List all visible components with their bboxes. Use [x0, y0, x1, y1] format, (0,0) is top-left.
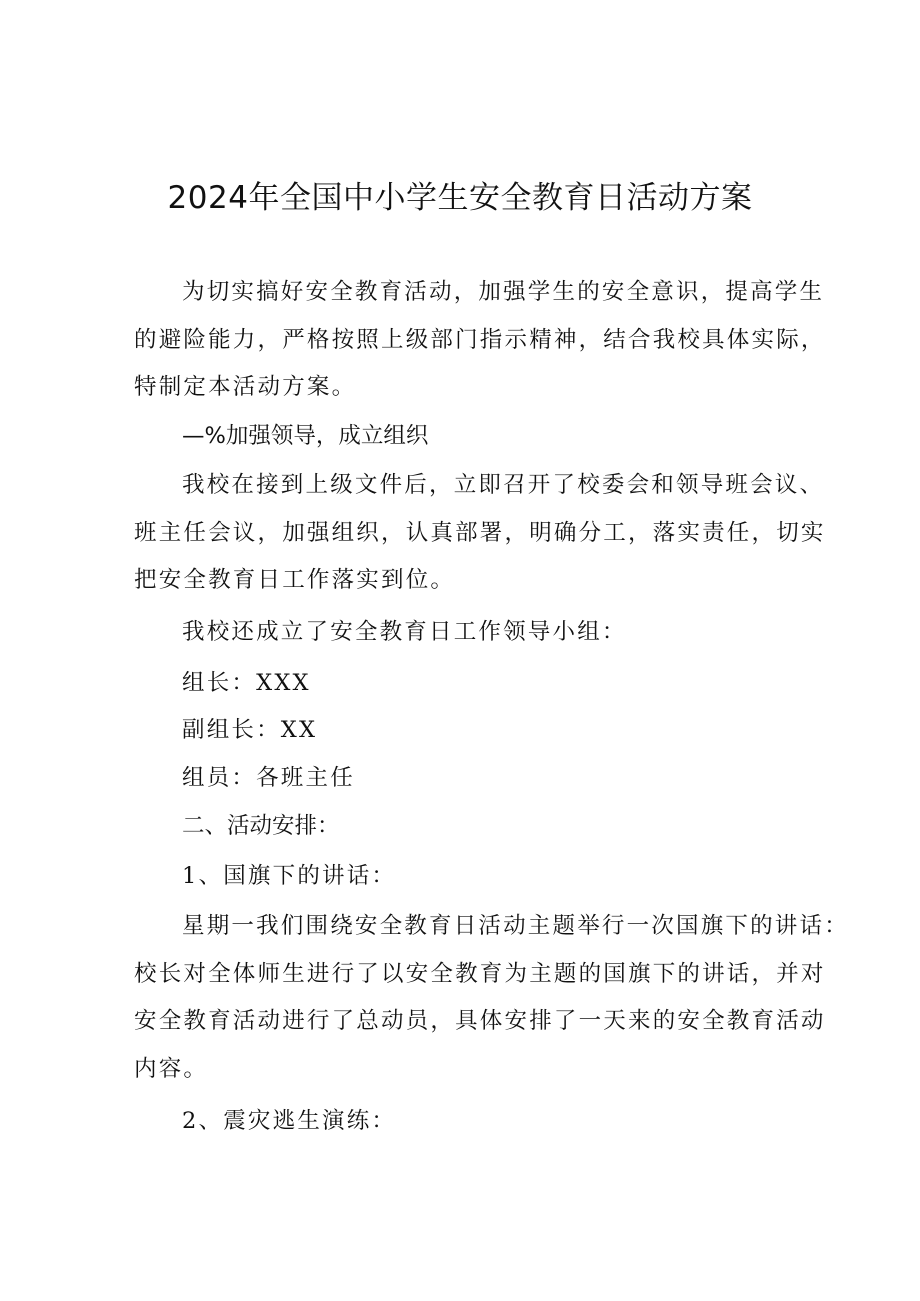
intro-paragraph — [134, 269, 826, 412]
leader-line: 组长：XXX — [182, 670, 311, 696]
deputy-leader-line: 副组长：XX — [182, 717, 318, 743]
paragraph-line: 为切实搞好安全教育活动，加强学生的安全意识，提高学生 — [182, 279, 825, 305]
paragraph-line: 特制定本活动方案。 — [134, 374, 357, 400]
paragraph-line: 安全教育活动进行了总动员，具体安排了一天来的安全教育活动 — [134, 1008, 826, 1034]
members-line: 组员：各班主任 — [182, 765, 355, 791]
item1-paragraph — [134, 903, 849, 1093]
item1-heading: 1、国旗下的讲话： — [182, 863, 397, 889]
leadership-intro: 我校还成立了安全教育日工作领导小组： — [182, 619, 627, 645]
section1-paragraph — [134, 462, 826, 605]
document-title: 2024年全国中小学生安全教育日活动方案 — [167, 180, 753, 216]
paragraph-line: 校长对全体师生进行了以安全教育为主题的国旗下的讲话，并对 — [134, 960, 826, 987]
paragraph-line: 星期一我们围绕安全教育日活动主题举行一次国旗下的讲话： — [182, 913, 849, 939]
section1-heading: —%加强领导，成立组织 — [182, 423, 429, 449]
item2-heading: 2、震灾逃生演练： — [182, 1108, 397, 1134]
paragraph-line: 我校在接到上级文件后，立即召开了校委会和领导班会议、 — [182, 472, 825, 498]
paragraph-line: 把安全教育日工作落实到位。 — [134, 567, 456, 593]
paragraph-line: 班主任会议，加强组织，认真部署，明确分工，落实责任，切实 — [134, 519, 826, 546]
section2-heading: 二、活动安排： — [182, 813, 340, 839]
paragraph-line: 内容。 — [134, 1055, 209, 1082]
paragraph-line: 的避险能力，严格按照上级部门指示精神，结合我校具体实际， — [134, 326, 826, 353]
